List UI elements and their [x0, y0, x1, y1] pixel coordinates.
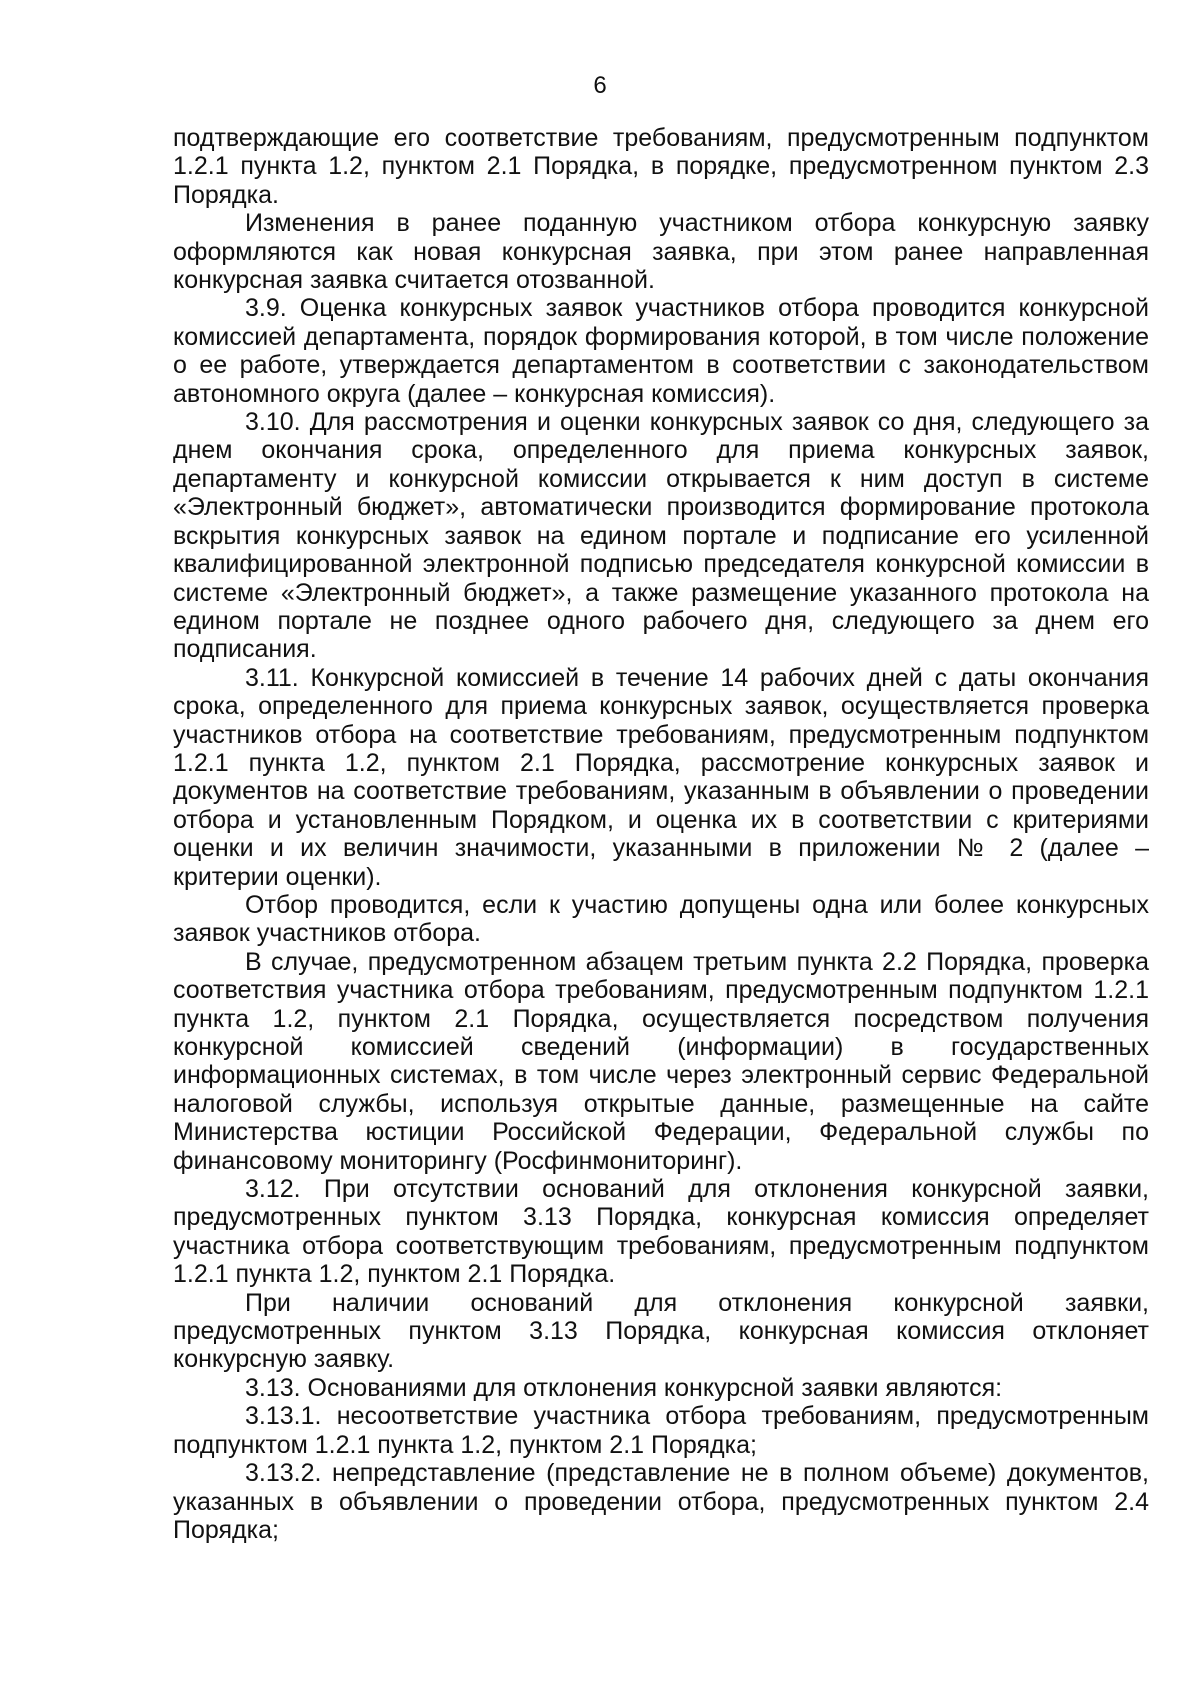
paragraph-3-10: 3.10. Для рассмотрения и оценки конкурсных заявок со дня, следующего за днем окончания срока, определенного для приема конкурсных заявок, департаменту и конкурсной комиссии открывается к ним доступ в системе «Электронный бюджет», автоматически производится формирование протокола вскрытия конкурсных заявок на едином портале и подписание его усиленной квалифицированной электронной подписью председателя конкурсной комиссии в системе «Электронный бюджет», а также размещение указанного протокола на едином портале не позднее одного рабочего дня, следующего за днем его подписания.: [173, 408, 1149, 664]
paragraph-selection-held: Отбор проводится, если к участию допущены одна или более конкурсных заявок участников отбора.: [173, 890, 1149, 948]
paragraph-verification-case: В случае, предусмотренном абзацем третьим пункта 2.2 Порядка, проверка соответствия участника отбора требованиям, предусмотренным подпунктом 1.2.1 пункта 1.2, пунктом 2.1 Порядка, осуществляется посредством получения конкурсной комиссией сведений (информации) в государственных информационных системах, в том числе через электронный сервис Федеральной налоговой службы, используя открытые данные, размещенные на сайте Министерства юстиции Российской Федерации, Федеральной службы по финансовому мониторингу (Росфинмониторинг).: [173, 947, 1149, 1175]
paragraph-3-12: 3.12. При отсутствии оснований для отклонения конкурсной заявки, предусмотренных пунктом 3.13 Порядка, конкурсная комиссия определяет участника отбора соответствующим требованиям, предусмотренным подпунктом 1.2.1 пункта 1.2, пунктом 2.1 Порядка.: [173, 1175, 1149, 1289]
page-number: 6: [593, 72, 607, 99]
paragraph-3-9: 3.9. Оценка конкурсных заявок участников отбора проводится конкурсной комиссией департамента, порядок формирования которой, в том числе положение о ее работе, утверждается департаментом в соответствии с законодательством автономного округа (далее – конкурсная комиссия).: [173, 294, 1149, 408]
paragraph-rejection-grounds-present: При наличии оснований для отклонения конкурсной заявки, предусмотренных пунктом 3.13 Порядка, конкурсная комиссия отклоняет конкурсную заявку.: [173, 1288, 1149, 1374]
document-body: [173, 124, 1149, 1544]
paragraph-3-11: 3.11. Конкурсной комиссией в течение 14 рабочих дней с даты окончания срока, определенного для приема конкурсных заявок, осуществляется проверка участников отбора на соответствие требованиям, предусмотренным подпунктом 1.2.1 пункта 1.2, пунктом 2.1 Порядка, рассмотрение конкурсных заявок и документов на соответствие требованиям, указанным в объявлении о проведении отбора и установленным Порядком, и оценка их в соответствии с критериями оценки и их величин значимости, указанными в приложении № 2 (далее – критерии оценки).: [173, 663, 1149, 891]
paragraph-3-13-2: 3.13.2. непредставление (представление не в полном объеме) документов, указанных в объявлении о проведении отбора, предусмотренных пунктом 2.4 Порядка;: [173, 1459, 1149, 1544]
paragraph-3-13-1: 3.13.1. несоответствие участника отбора требованиям, предусмотренным подпунктом 1.2.1 пункта 1.2, пунктом 2.1 Порядка;: [173, 1402, 1149, 1459]
paragraph-amendments: Изменения в ранее поданную участником отбора конкурсную заявку оформляются как новая конкурсная заявка, при этом ранее направленная конкурсная заявка считается отозванной.: [173, 209, 1149, 295]
paragraph-3-13: 3.13. Основаниями для отклонения конкурсной заявки являются:: [245, 1373, 1003, 1402]
paragraph-continuation: подтверждающие его соответствие требованиям, предусмотренным подпунктом 1.2.1 пункта 1.2, пунктом 2.1 Порядка, в порядке, предусмотренном пунктом 2.3 Порядка.: [173, 124, 1149, 209]
